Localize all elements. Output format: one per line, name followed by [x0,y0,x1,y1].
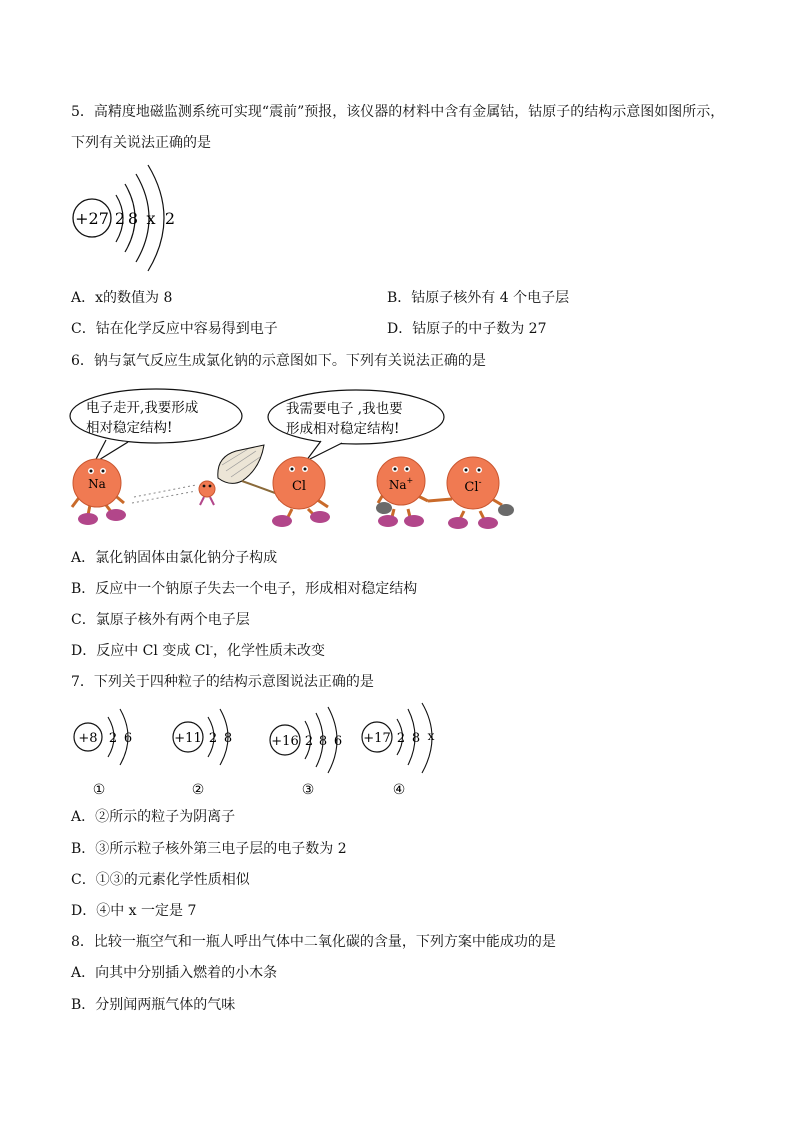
q7-stem: 7．下列关于四种粒子的结构示意图说法正确的是 [71,674,374,690]
cl-atom-character [272,457,330,527]
q8-stem: 8．比较一瓶空气和一瓶人呼出气体中二氧化碳的含量，下列方案中能成功的是 [71,934,556,950]
na-ion-label: Na+ [388,476,414,492]
q6-option-d-suffix: ，化学性质未改变 [213,643,326,659]
escaping-electron [132,481,215,505]
svg-text:x: x [427,729,435,743]
q7-particle-diagram-1 [70,707,150,802]
svg-text:2: 2 [108,731,118,746]
q6-stem: 6．钠与氯气反应生成氯化钠的示意图如下。下列有关说法正确的是 [71,353,486,369]
svg-text:6: 6 [123,731,133,746]
q6-option-a[interactable]: A．氯化钠固体由氯化钠分子构成 [71,550,278,566]
q6-option-d-charge: - [209,642,214,653]
q5-shell-count-4: 2 [164,209,176,228]
na-atom-character [72,459,126,525]
q8-option-b[interactable]: B．分别闻两瓶气体的气味 [71,997,236,1013]
q6-option-b[interactable]: B．反应中一个钠原子失去一个电子，形成相对稳定结构 [71,581,418,597]
svg-text:+8: +8 [78,731,98,746]
bubble-right [268,390,444,461]
svg-text:+11: +11 [174,731,202,746]
q7-label-4: ④ [392,782,406,798]
q5-option-c[interactable]: C．钴在化学反应中容易得到电子 [71,321,278,337]
svg-text:2: 2 [208,731,218,746]
bubble-right-line2: 形成相对稳定结构! [286,421,400,437]
q5-option-a[interactable]: A．x的数值为 8 [71,290,173,306]
q7-label-1: ① [92,782,106,798]
q5-stem-line2: 下列有关说法正确的是 [71,135,211,151]
q7-label-3: ③ [301,782,315,798]
q6-option-c[interactable]: C．氯原子核外有两个电子层 [71,612,250,628]
q5-option-d[interactable]: D．钴原子的中子数为 27 [387,321,547,337]
svg-text:2: 2 [304,734,314,749]
q5-stem-line1: 5．高精度地磁监测系统可实现“震前”预报，该仪器的材料中含有金属钴，钴原子的结构示意图如图所示， [71,104,725,120]
q7-particle-diagram-3 [268,707,358,802]
svg-text:8: 8 [318,734,328,749]
bubble-right-line1: 我需要电子 ,我也要 [286,401,403,417]
q5-shell-count-1: 2 [114,209,126,228]
q5-shell-count-2: 8 [127,209,139,228]
q7-option-d[interactable]: D．④中 x 一定是 7 [71,903,197,919]
bubble-left [70,389,242,463]
svg-text:+17: +17 [363,731,391,746]
q7-particle-diagram-4 [360,703,450,802]
q6-option-d[interactable] [71,642,325,660]
q5-cobalt-structure-diagram [70,160,200,275]
q6-sodium-chlorine-illustration [66,385,526,535]
cl-ion-character [428,457,514,529]
svg-text:8: 8 [223,731,233,746]
q5-shell-count-3: x [146,209,156,228]
q7-particle-diagram-2 [170,707,250,802]
svg-text:+16: +16 [271,734,299,749]
cl-ion-label: Cl- [464,478,482,495]
q7-option-c[interactable]: C．①③的元素化学性质相似 [71,872,250,888]
q5-option-b[interactable]: B．钴原子核外有 4 个电子层 [387,290,570,306]
q5-nucleus-label: +27 [75,209,109,228]
q7-option-b[interactable]: B．③所示粒子核外第三电子层的电子数为 2 [71,841,347,857]
svg-text:8: 8 [411,731,421,746]
na-ion-character [376,457,428,527]
na-label: Na [88,477,106,491]
svg-text:6: 6 [333,734,343,749]
cl-label: Cl [291,479,307,494]
q8-option-a[interactable]: A．向其中分别插入燃着的小木条 [71,965,278,981]
svg-text:2: 2 [396,731,406,746]
bubble-left-line1: 电子走开,我要形成 [86,400,199,416]
bubble-left-line2: 相对稳定结构! [86,420,173,436]
q7-label-2: ② [191,782,205,798]
q7-option-a[interactable]: A．②所示的粒子为阴离子 [71,809,236,825]
q6-option-d-prefix: D．反应中 Cl 变成 Cl [71,643,210,659]
